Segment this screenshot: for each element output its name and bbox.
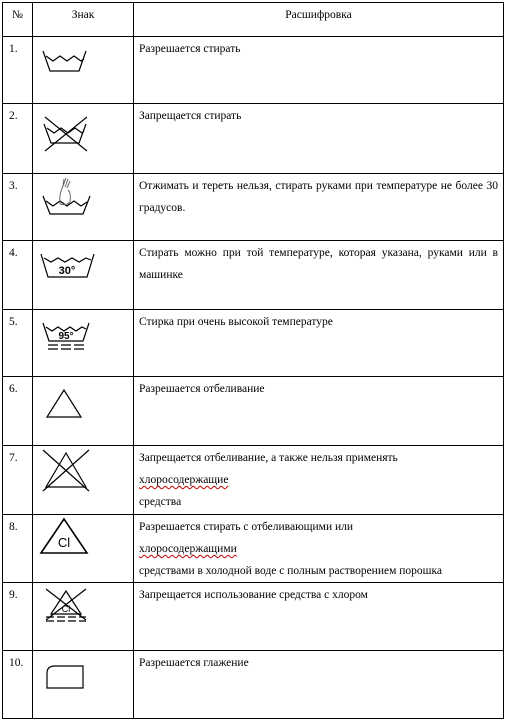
no-chlorine-icon (33, 583, 134, 644)
sign-cell (33, 174, 134, 241)
row-description: Запрещается использование средства с хлором (134, 583, 504, 651)
row-description: Разрешается отбеливание (134, 377, 504, 446)
sign-cell (33, 104, 134, 174)
do-not-bleach-icon (33, 446, 134, 508)
row-number: 7. (3, 446, 33, 515)
chlorine-bleach-icon (33, 515, 134, 575)
spellcheck-underlined-word: хлоросодержащие (139, 474, 229, 486)
chlorine-label: Cl (61, 604, 71, 614)
sign-cell (33, 377, 134, 446)
wash-temperature-label: 30° (58, 265, 76, 277)
sign-cell (33, 651, 134, 719)
table-row (3, 37, 504, 104)
row-number: 2. (3, 104, 33, 174)
row-description: Разрешается глажение (134, 651, 504, 719)
table-row (3, 651, 504, 719)
row-description: Запрещается отбеливание, а также нельзя применять хлоросодержащие средства (134, 446, 504, 515)
do-not-wash-icon (33, 104, 134, 168)
header-sign: Знак (33, 3, 134, 37)
header-desc: Расшифровка (134, 3, 504, 37)
row-number: 10. (3, 651, 33, 719)
row-number: 8. (3, 515, 33, 583)
care-symbols-table (2, 2, 504, 719)
table-row (3, 515, 504, 583)
sign-cell (33, 446, 134, 515)
row-number: 9. (3, 583, 33, 651)
chlorine-label: Cl (57, 535, 71, 550)
sign-cell (33, 37, 134, 104)
sign-cell (33, 241, 134, 310)
sign-cell (33, 583, 134, 651)
table-row (3, 174, 504, 241)
row-description: Отжимать и тереть нельзя, стирать руками при температуре не более 30 градусов. (134, 174, 504, 241)
sign-cell (33, 515, 134, 583)
row-description: Стирка при очень высокой температуре (134, 310, 504, 377)
spellcheck-underlined-word: хлоросодержащими (139, 543, 237, 555)
row-number: 5. (3, 310, 33, 377)
row-description: Запрещается стирать (134, 104, 504, 174)
wash-temperature-label: 95° (58, 331, 74, 342)
row-number: 4. (3, 241, 33, 310)
table-row (3, 104, 504, 174)
bleach-triangle-icon (33, 377, 134, 439)
wash-tub-icon (33, 37, 134, 97)
row-description: Разрешается стирать с отбеливающими или хлоросодержащими средствами в холодной воде с полным растворением порошка (134, 515, 504, 583)
sign-cell (33, 310, 134, 377)
header-num: № (3, 3, 33, 37)
row-description: Разрешается стирать (134, 37, 504, 104)
row-number: 1. (3, 37, 33, 104)
row-description: Стирать можно при той температуре, которая указана, руками или в машинке (134, 241, 504, 310)
row-number: 6. (3, 377, 33, 446)
table-row (3, 583, 504, 651)
wash-95-gentle-icon (33, 310, 134, 370)
table-row (3, 446, 504, 515)
row-number: 3. (3, 174, 33, 241)
table-row (3, 377, 504, 446)
wash-30-icon (33, 241, 134, 303)
table-row (3, 310, 504, 377)
iron-icon (33, 651, 134, 712)
table-row (3, 241, 504, 310)
table-header-row (3, 3, 504, 37)
hand-wash-icon (33, 174, 134, 234)
